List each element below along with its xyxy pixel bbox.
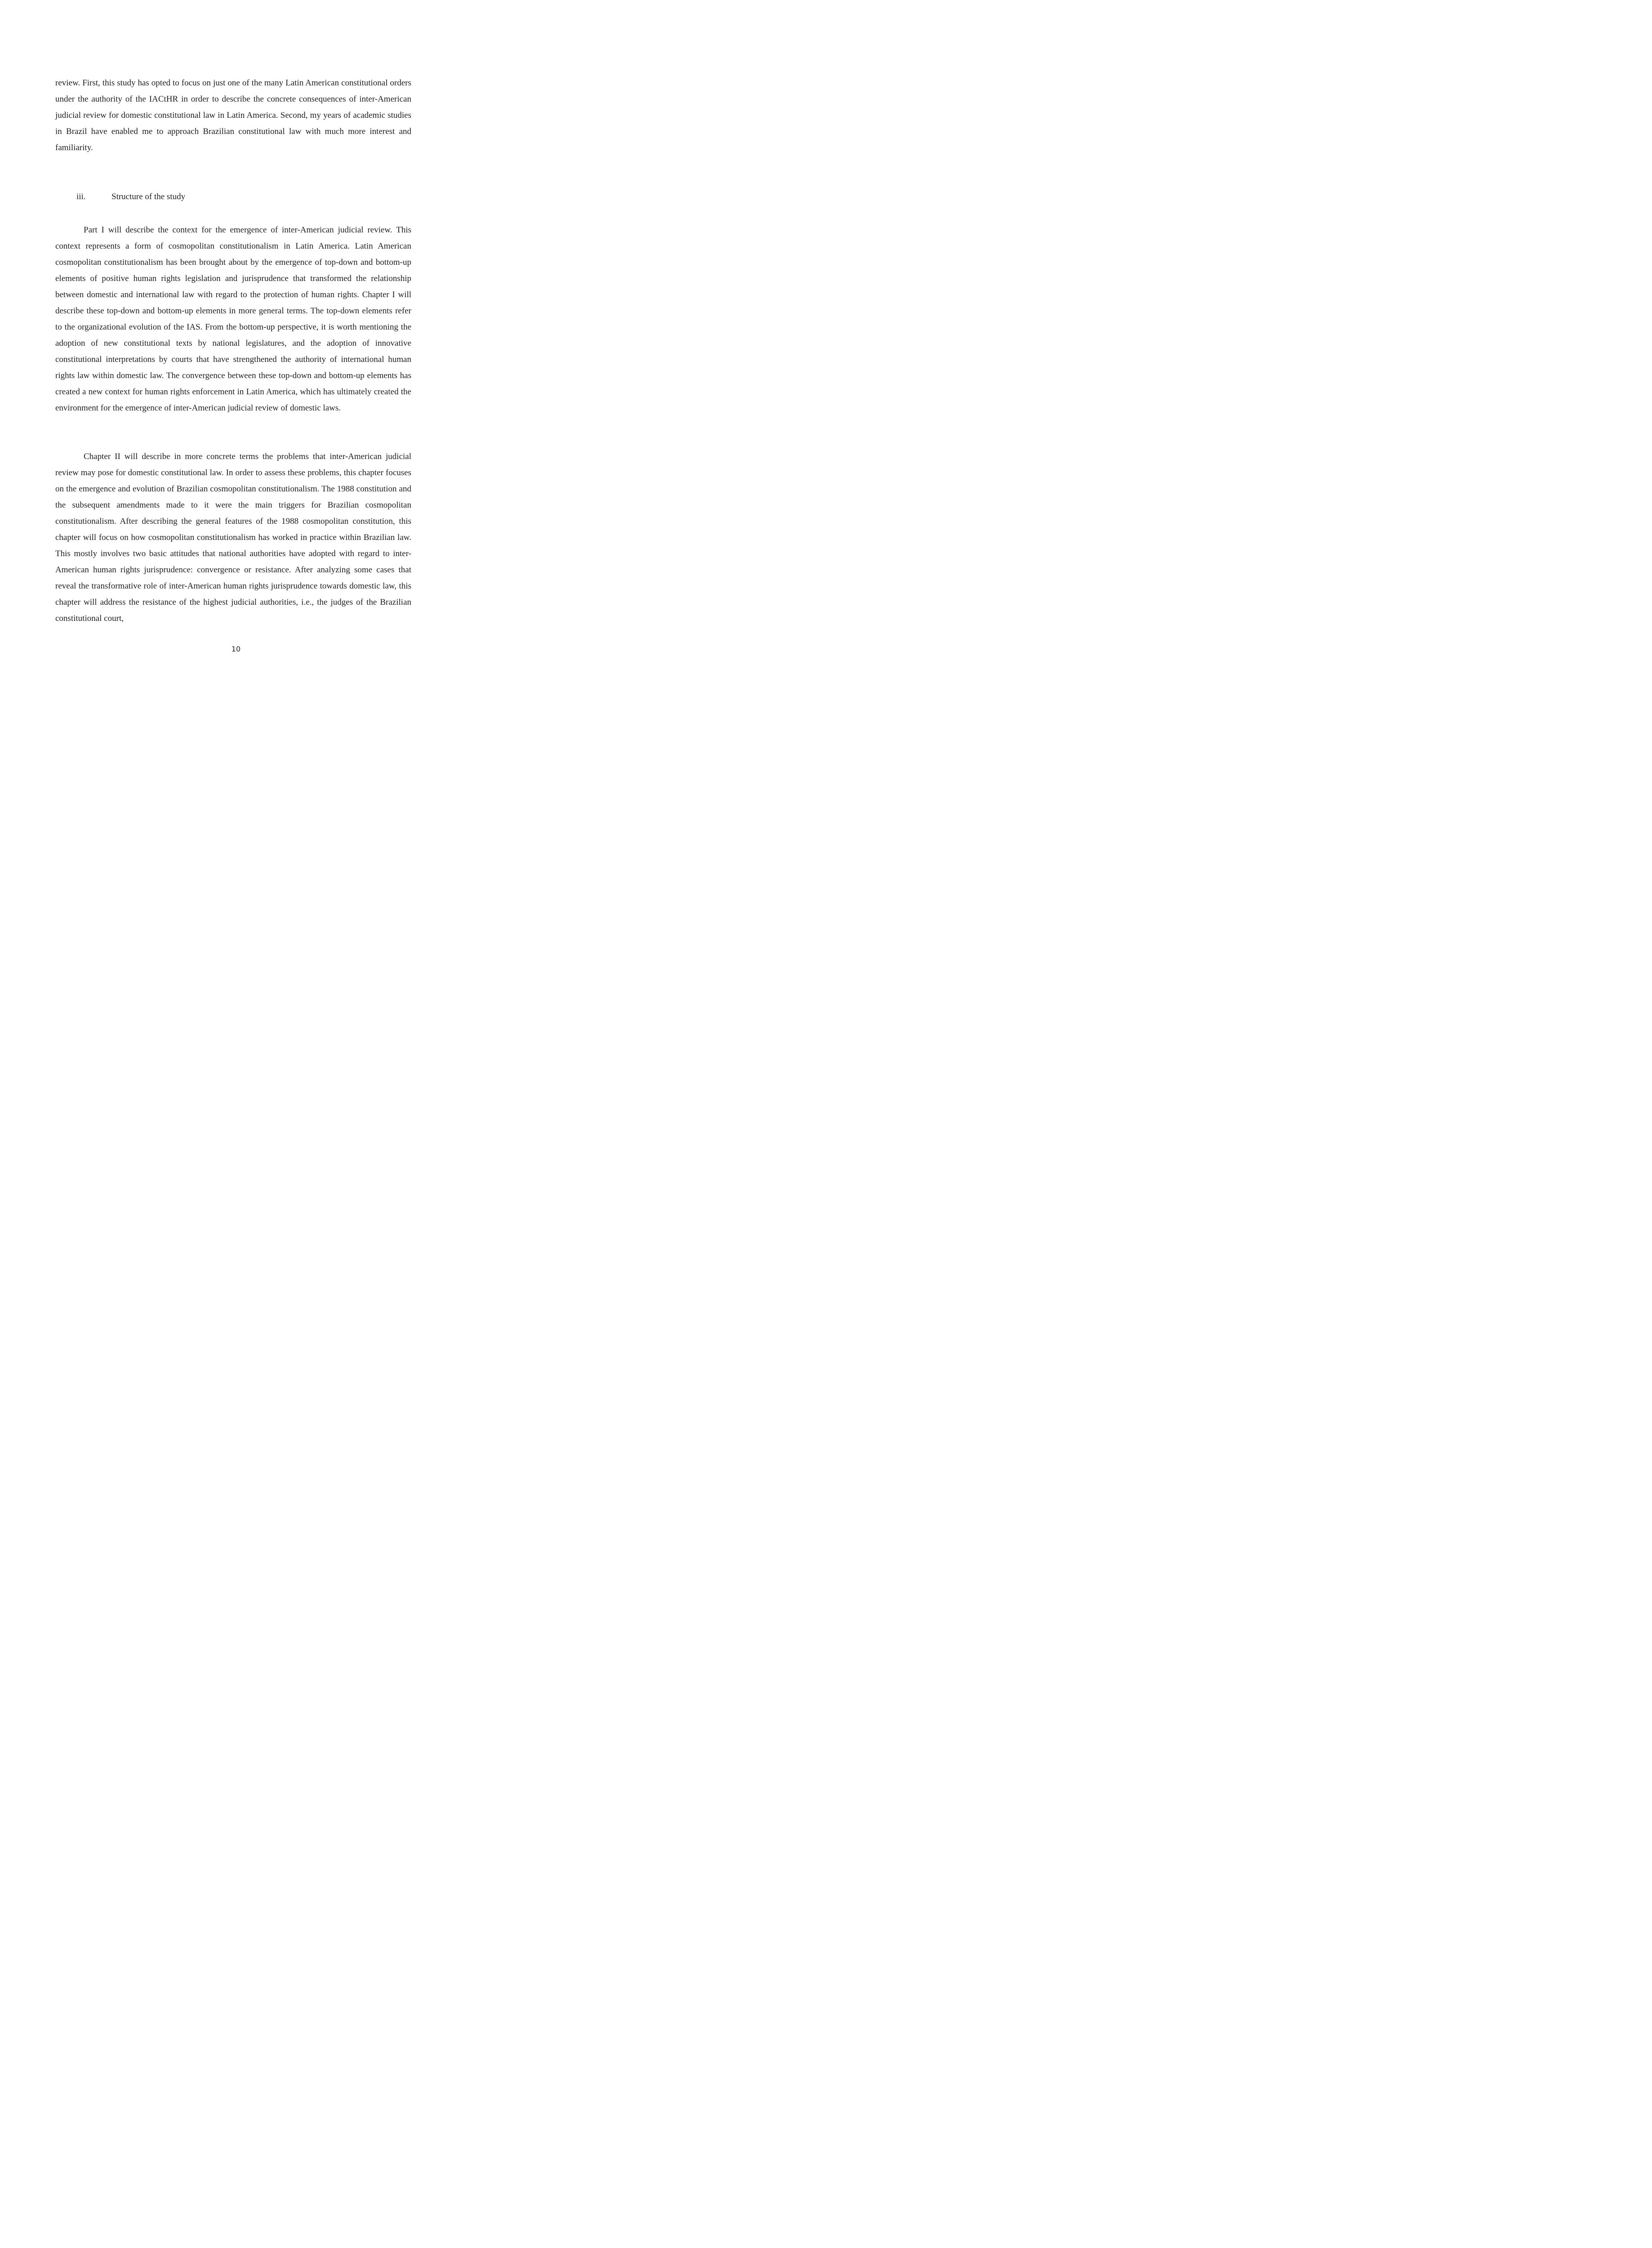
section-heading	[76, 191, 185, 203]
section-title: Structure of the study	[111, 192, 186, 201]
section-number: iii.	[76, 192, 86, 201]
paragraph-chapter-two: Chapter II will describe in more concrete terms the problems that inter-American judicial review may pose for domestic constitutional law. In order to assess these problems, this chapter focuses on the emergence and evolution of Brazilian cosmopolitan constitutionalism. The 1988 constitution and the subsequent amendments made to it were the main triggers for Brazilian cosmopolitan constitutionalism. After describing the general features of the 1988 cosmopolitan constitution, this chapter will focus on how cosmopolitan constitutionalism has worked in practice within Brazilian law. This mostly involves two basic attitudes that national authorities have adopted with regard to inter-American human rights jurisprudence: convergence or resistance. After analyzing some cases that reveal the transformative role of inter-American human rights jurisprudence towards domestic law, this chapter will address the resistance of the highest judicial authorities, i.e., the judges of the Brazilian constitutional court,	[55, 452, 411, 623]
paragraph-part-one: Part I will describe the context for the emergence of inter-American judicial review. This context represents a form of cosmopolitan constitutionalism in Latin America. Latin American cosmopolitan constitutionalism has been brought about by the emergence of top-down and bottom-up elements of positive human rights legislation and jurisprudence that transformed the relationship between domestic and international law with regard to the protection of human rights. Chapter I will describe these top-down and bottom-up elements in more general terms. The top-down elements refer to the organizational evolution of the IAS. From the bottom-up perspective, it is worth mentioning the adoption of new constitutional texts by national legislatures, and the adoption of innovative constitutional interpretations by courts that have strengthened the authority of international human rights law within domestic law. The convergence between these top-down and bottom-up elements has created a new context for human rights enforcement in Latin America, which has ultimately created the environment for the emergence of inter-American judicial review of domestic laws.	[55, 225, 411, 413]
paragraph-intro-continuation: review. First, this study has opted to focus on just one of the many Latin American constitutional orders under the authority of the IACtHR in order to describe the concrete consequences of inter-American judicial review for domestic constitutional law in Latin America. Second, my years of academic studies in Brazil have enabled me to approach Brazilian constitutional law with much more interest and familiarity.	[55, 78, 411, 152]
page-number: 10	[231, 645, 241, 653]
document-page	[0, 0, 472, 712]
